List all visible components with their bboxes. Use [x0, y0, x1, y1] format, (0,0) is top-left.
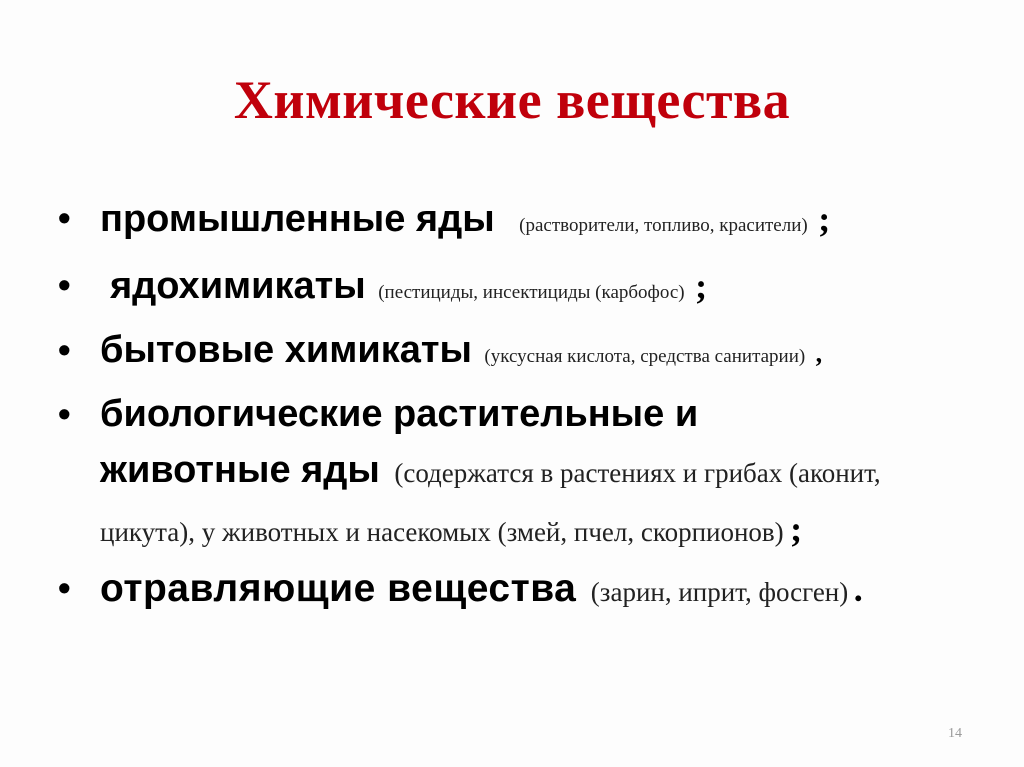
- item-punctuation: .: [853, 569, 863, 609]
- page-number: 14: [948, 726, 962, 741]
- item-title: промышленные яды: [100, 198, 495, 240]
- item-punctuation: ;: [818, 199, 831, 239]
- bullet: •: [58, 393, 71, 434]
- item-note: (растворители, топливо, красители): [519, 215, 808, 236]
- item-title: бытовые химикаты: [100, 329, 472, 371]
- item-note: (уксусная кислота, средства санитарии): [484, 346, 806, 367]
- list-item: [0, 394, 1024, 554]
- slide-title: Химические вещества: [233, 70, 791, 130]
- bullet: •: [58, 329, 71, 370]
- item-title: ядохимикаты: [110, 265, 366, 307]
- item-note: (зарин, иприт, фосген): [590, 577, 849, 607]
- bullet: •: [58, 197, 71, 238]
- item-punctuation: ;: [790, 509, 803, 549]
- item-punctuation: ,: [815, 339, 823, 368]
- item-title: отравляющие вещества: [100, 567, 577, 610]
- item-note-line-2: цикута), у животных и насекомых (змей, пчел, скорпионов): [100, 517, 784, 547]
- item-title-line-1: биологические растительные и: [100, 393, 699, 435]
- item-note: (пестициды, инсектициды (карбофос): [378, 282, 685, 303]
- item-punctuation: ;: [695, 266, 708, 306]
- bullet: •: [58, 264, 71, 305]
- item-note-line-1: (содержатся в растениях и грибах (аконит,: [394, 458, 881, 488]
- bullet: •: [58, 567, 71, 608]
- item-title-line-2: животные яды: [100, 449, 380, 491]
